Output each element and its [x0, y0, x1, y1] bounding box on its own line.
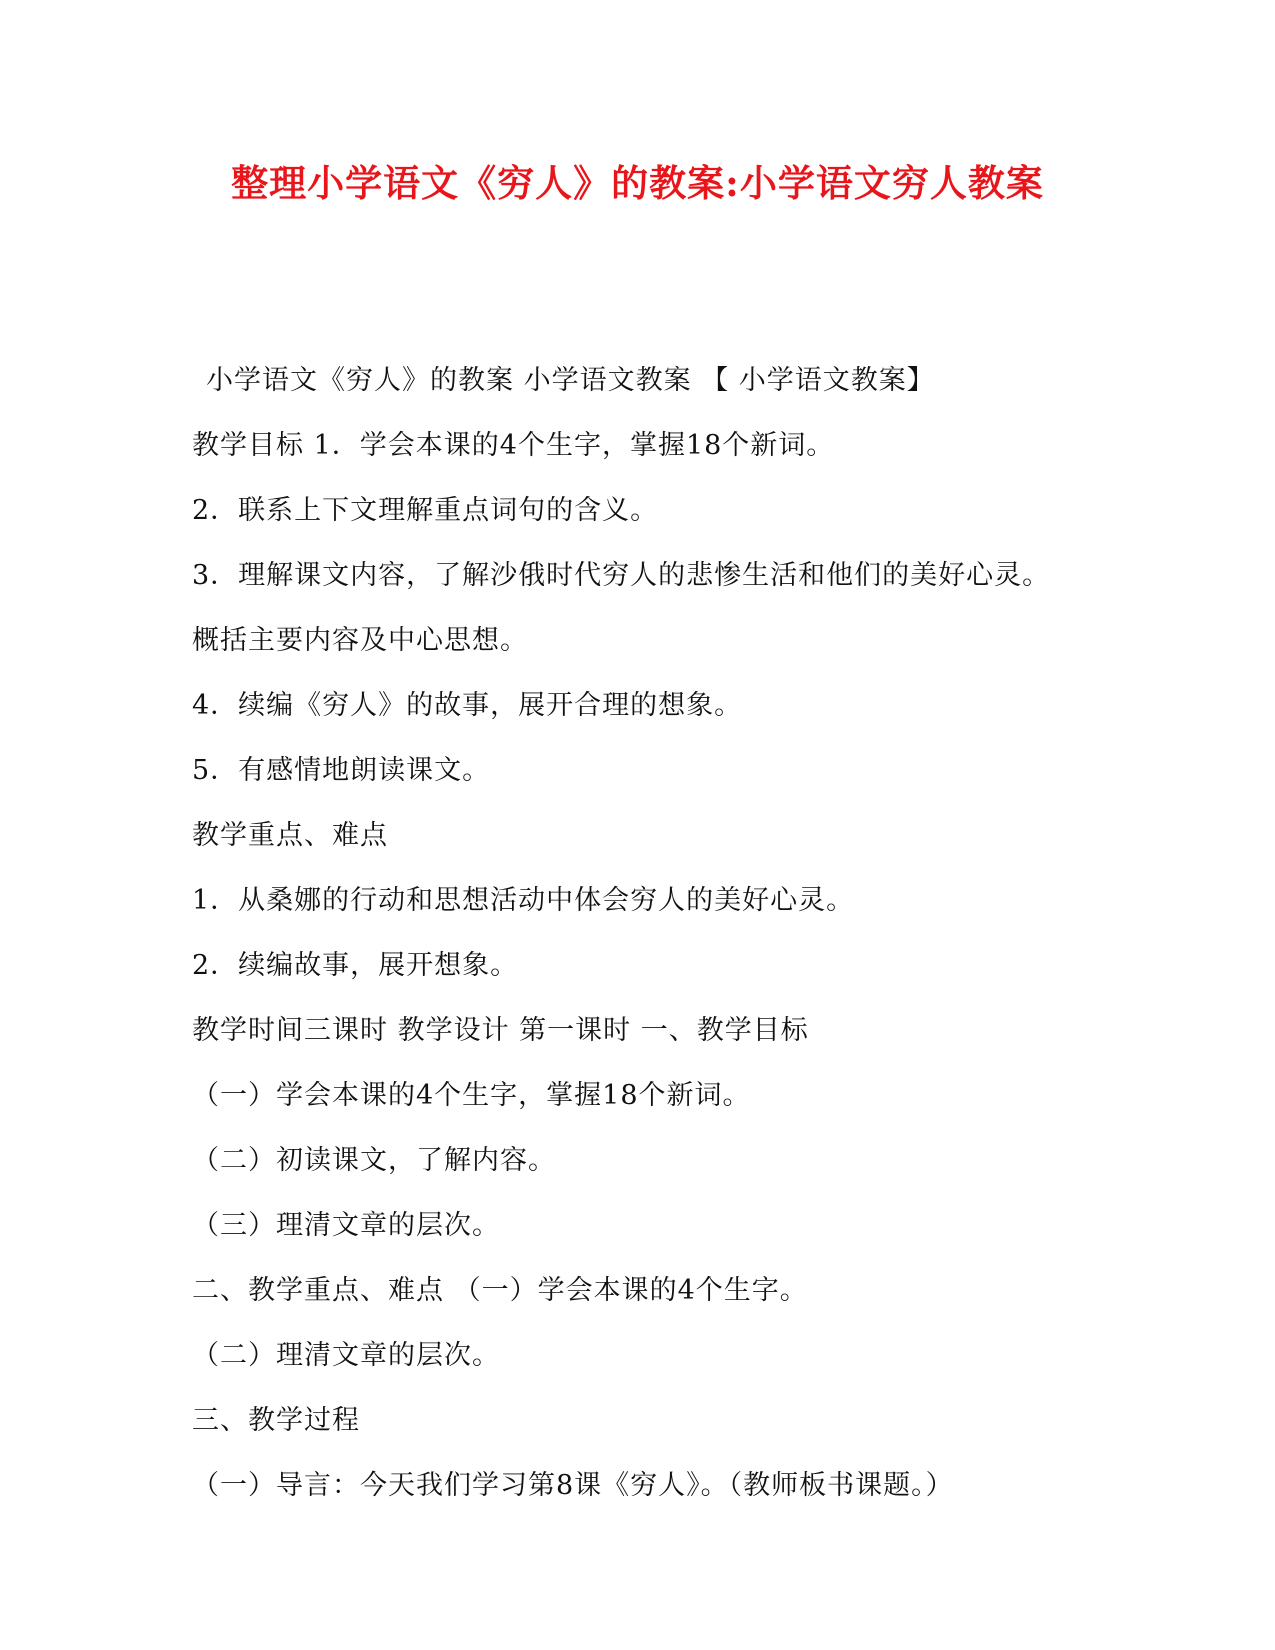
- paragraph-line: 4．续编《穷人》的故事，展开合理的想象。: [192, 690, 743, 721]
- paragraph-line: 2．续编故事，展开想象。: [192, 950, 519, 981]
- document-title: 整理小学语文《穷人》的教案:小学语文穷人教案: [231, 161, 1044, 205]
- document-body: [192, 348, 1092, 1518]
- paragraph-line: （二）理清文章的层次。: [192, 1340, 500, 1371]
- paragraph-line: 教学时间三课时 教学设计 第一课时 一、教学目标: [192, 1015, 809, 1046]
- paragraph-line: 3．理解课文内容，了解沙俄时代穷人的悲惨生活和他们的美好心灵。: [192, 560, 1051, 591]
- paragraph-line: 小学语文《穷人》的教案 小学语文教案 【 小学语文教案】: [206, 365, 935, 396]
- paragraph-line: （二）初读课文，了解内容。: [192, 1145, 556, 1176]
- paragraph-line: 教学目标 1．学会本课的4个生字，掌握18个新词。: [192, 430, 835, 461]
- paragraph-line: 概括主要内容及中心思想。: [192, 625, 528, 656]
- paragraph-line: 2．联系上下文理解重点词句的含义。: [192, 495, 659, 526]
- section-heading: 三、教学过程: [192, 1405, 360, 1436]
- paragraph-line: （一）导言：今天我们学习第8课《穷人》。（教师板书课题。）: [192, 1470, 954, 1501]
- paragraph-line: 5．有感情地朗读课文。: [192, 755, 491, 786]
- paragraph-line: （三）理清文章的层次。: [192, 1210, 500, 1241]
- paragraph-line: 二、教学重点、难点 （一）学会本课的4个生字。: [192, 1275, 808, 1306]
- paragraph-line: （一）学会本课的4个生字，掌握18个新词。: [192, 1080, 751, 1111]
- paragraph-line: 1．从桑娜的行动和思想活动中体会穷人的美好心灵。: [192, 885, 855, 916]
- section-heading: 教学重点、难点: [192, 820, 388, 851]
